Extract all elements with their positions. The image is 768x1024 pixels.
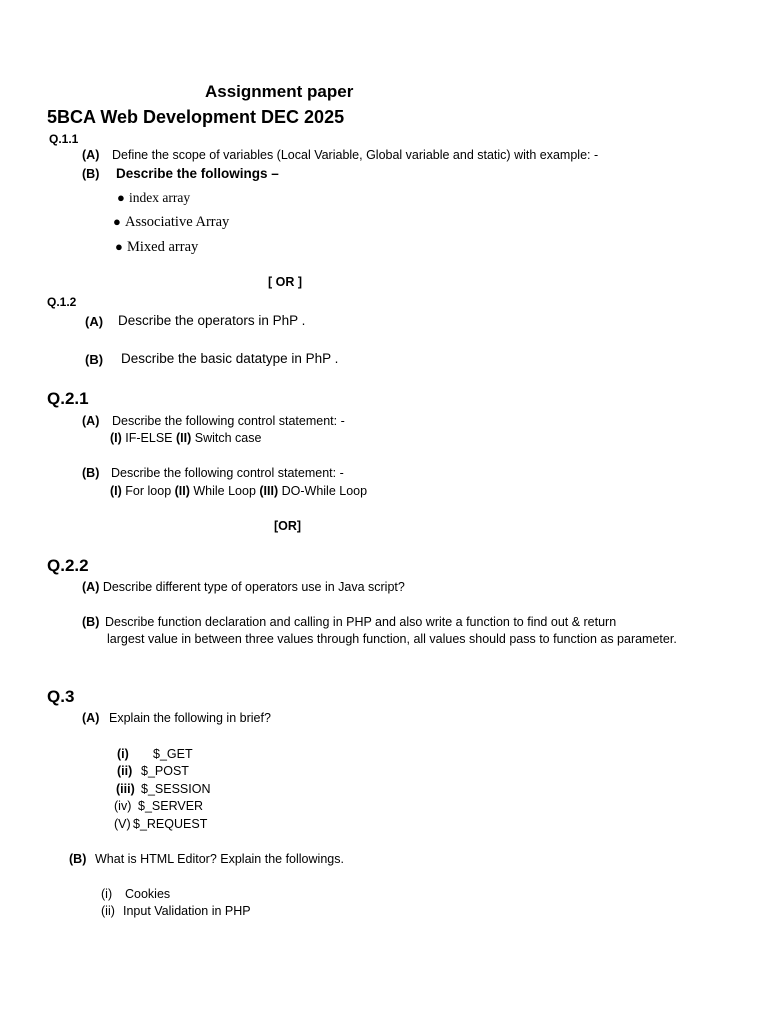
question-text: Describe different type of operators use in Java script? (99, 580, 405, 594)
question-text: Describe the following control statement: - (111, 466, 344, 480)
item-tag: (ii) (101, 904, 115, 918)
or-separator: [ OR ] (268, 275, 303, 289)
item-tag: (iii) (116, 782, 135, 796)
bullet-icon: ● (113, 214, 121, 229)
option-tag-b: (B) (85, 352, 104, 367)
list-item: index array (129, 190, 191, 205)
item-text: $_GET (153, 747, 193, 761)
option-tag-b: (B) (82, 615, 100, 629)
question-label-q1-2: Q.1.2 (47, 295, 77, 309)
question-label-q1-1: Q.1.1 (49, 132, 79, 146)
item-text: $_SESSION (141, 782, 211, 796)
list-item: Mixed array (127, 239, 199, 255)
list-item: Associative Array (125, 214, 230, 230)
sub-tag: (I) (110, 484, 122, 498)
item-text: $_REQUEST (133, 817, 208, 831)
item-tag: (iv) (114, 799, 132, 813)
sub-text: For loop (121, 484, 175, 498)
item-text: $_POST (141, 764, 189, 778)
sub-tag: (II) (174, 484, 190, 498)
option-tag-a: (A) (82, 414, 100, 428)
sub-text: DO-While Loop (278, 484, 368, 498)
option-tag-b: (B) (69, 852, 87, 866)
question-text-continued: largest value in between three values through function, all values should pass to function as parameter. (107, 632, 677, 646)
item-text: Input Validation in PHP (123, 904, 251, 918)
option-tag-a: (A) (82, 711, 100, 725)
or-separator: [OR] (274, 519, 302, 533)
page-subtitle: 5BCA Web Development DEC 2025 (47, 107, 345, 127)
option-tag-a: (A) (82, 148, 100, 162)
question-label-q2-2: Q.2.2 (47, 556, 89, 575)
option-tag-b: (B) (82, 466, 100, 480)
option-tag-b: (B) (82, 167, 100, 181)
item-tag: (i) (117, 747, 129, 761)
option-tag-a: (A) (85, 314, 104, 329)
sub-tag: (II) (176, 431, 192, 445)
item-tag: (i) (101, 887, 113, 901)
sub-text: Switch case (191, 431, 262, 445)
sub-options (110, 432, 261, 445)
sub-options (110, 485, 367, 498)
question-line (82, 581, 405, 594)
item-text: Cookies (125, 887, 171, 901)
bullet-icon: ● (117, 190, 125, 205)
sub-tag: (III) (259, 484, 279, 498)
option-tag-a: (A) (82, 580, 100, 594)
item-text: $_SERVER (138, 799, 204, 813)
question-text: Explain the following in brief? (109, 711, 271, 725)
question-text: Describe the basic datatype in PhP . (121, 351, 339, 366)
question-label-q2-1: Q.2.1 (47, 389, 89, 408)
question-text: Describe function declaration and calling in PHP and also write a function to find out & return (105, 615, 617, 629)
item-tag: (ii) (117, 764, 133, 778)
question-label-q3: Q.3 (47, 687, 75, 706)
question-text: What is HTML Editor? Explain the followings. (95, 852, 344, 866)
sub-tag: (I) (110, 431, 122, 445)
page-title: Assignment paper (205, 82, 354, 101)
item-tag: (V) (114, 817, 131, 831)
bullet-icon: ● (115, 239, 123, 254)
sub-text: While Loop (189, 484, 260, 498)
question-text: Describe the operators in PhP . (118, 313, 306, 328)
question-text: Define the scope of variables (Local Variable, Global variable and static) with example: - (112, 148, 599, 162)
sub-text: IF-ELSE (121, 431, 176, 445)
question-text: Describe the followings – (116, 166, 279, 181)
question-text: Describe the following control statement: - (112, 414, 345, 428)
